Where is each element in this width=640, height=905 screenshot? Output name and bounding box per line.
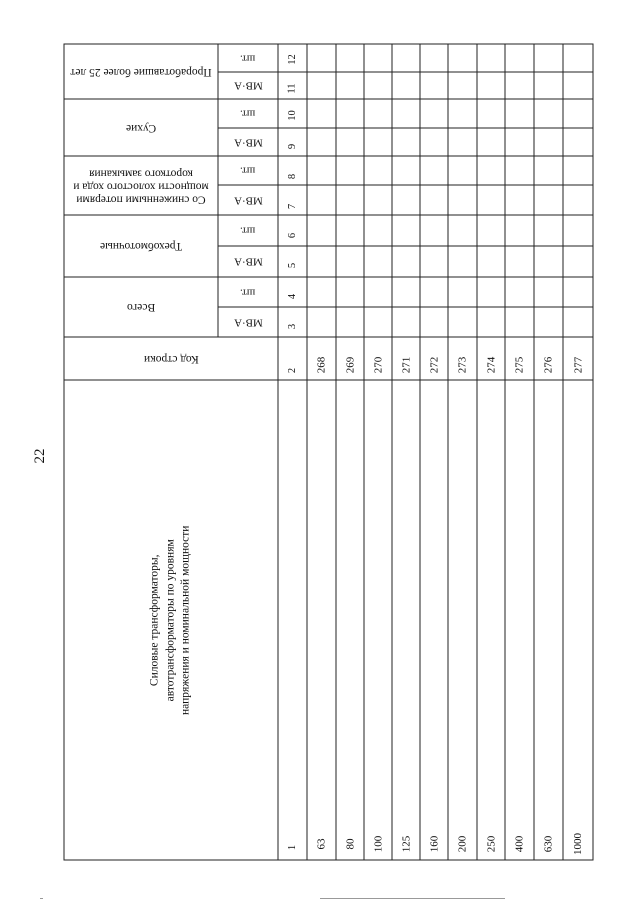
- row-code: 274: [485, 356, 497, 374]
- row-code: 268: [315, 356, 328, 374]
- row-name: 250: [485, 835, 497, 853]
- row-header: Силовые трансформаторы, автотрансформаторы по уровням напряжения и номинальной мощности: [148, 525, 192, 715]
- row-name: 160: [428, 835, 440, 853]
- row-code: 276: [542, 356, 555, 374]
- unit-label: шт.: [240, 52, 256, 65]
- row-name: 125: [400, 835, 412, 853]
- column-number: 9: [287, 143, 298, 149]
- column-number: 12: [287, 53, 298, 65]
- unit-label: МВ·А: [233, 136, 263, 149]
- row-name: 400: [513, 835, 526, 853]
- row-name: 80: [344, 838, 356, 850]
- row-name: 63: [315, 838, 328, 850]
- footer-rule: [320, 898, 505, 899]
- column-number: 3: [287, 323, 298, 329]
- group-header-dry: Сухие: [125, 122, 157, 135]
- row-code: 270: [372, 356, 384, 374]
- row-name: 100: [372, 835, 384, 853]
- unit-label: МВ·А: [233, 316, 263, 329]
- group-header-low-loss: Со сниженными потерями мощности холостого хода и короткого замыкания: [73, 166, 209, 206]
- column-number: 7: [287, 203, 298, 209]
- row-code: 277: [572, 356, 584, 374]
- column-number: 2: [287, 367, 298, 373]
- unit-label: МВ·А: [233, 194, 263, 207]
- row-code: 269: [344, 356, 356, 374]
- unit-label: шт.: [240, 286, 256, 299]
- group-header-over-25-years: Проработавшие более 25 лет: [70, 66, 212, 79]
- row-name: 630: [542, 835, 555, 853]
- page-number: 22: [32, 448, 48, 464]
- footer-mark: [40, 898, 43, 899]
- column-number: 1: [287, 844, 298, 850]
- column-number: 5: [287, 262, 298, 268]
- row-code: 271: [400, 356, 412, 374]
- unit-label: шт.: [240, 164, 256, 177]
- unit-label: МВ·А: [233, 79, 263, 92]
- column-number: 8: [287, 173, 298, 179]
- unit-label: МВ·А: [233, 255, 263, 268]
- row-code: 272: [428, 356, 440, 374]
- row-name: 200: [456, 835, 469, 853]
- unit-label: шт.: [240, 224, 256, 237]
- column-number: 10: [287, 109, 298, 121]
- column-number: 11: [287, 82, 298, 94]
- column-number: 4: [287, 293, 298, 299]
- row-code: 273: [456, 356, 469, 374]
- group-header-three-winding: Трехобмоточные: [99, 240, 183, 253]
- unit-label: шт.: [240, 107, 256, 120]
- row-code: 275: [513, 356, 526, 374]
- code-header: Код строки: [143, 353, 199, 366]
- group-header-total: Всего: [126, 301, 156, 314]
- row-name: 1000: [572, 833, 584, 855]
- column-number: 6: [287, 232, 298, 238]
